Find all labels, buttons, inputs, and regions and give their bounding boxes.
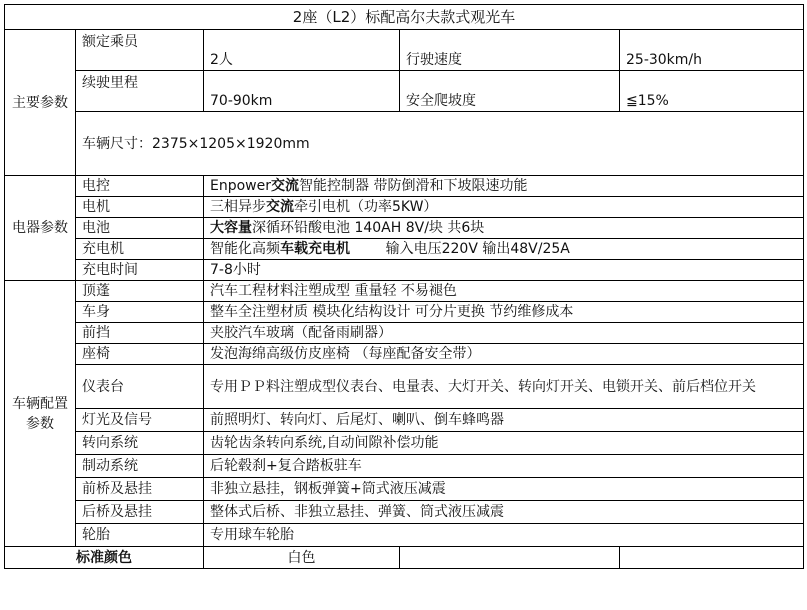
standard-color-label: 标准颜色 [5, 547, 204, 569]
row-value: 非独立悬挂，钢板弹簧+筒式液压减震 [204, 478, 804, 501]
range-value: 70-90km [204, 71, 400, 112]
row-value: 整体式后桥、非独立悬挂、弹簧、筒式液压减震 [204, 501, 804, 524]
row-label: 仪表台 [76, 365, 204, 409]
row-value: Enpower交流智能控制器 带防倒滑和下坡限速功能 [204, 176, 804, 197]
empty-cell [620, 547, 804, 569]
row-value: 智能化高频车载充电机 输入电压220V 输出48V/25A [204, 239, 804, 260]
row-value: 大容量深循环铅酸电池 140AH 8V/块 共6块 [204, 218, 804, 239]
row-value: 发泡海绵高级仿皮座椅 （每座配备安全带） [204, 344, 804, 365]
rated-passengers-value: 2人 [204, 30, 400, 71]
row-label: 顶蓬 [76, 281, 204, 302]
empty-cell [400, 547, 620, 569]
page-title: 2座（L2）标配高尔夫款式观光车 [5, 5, 804, 30]
table-row [5, 71, 804, 112]
table-row [5, 218, 804, 239]
row-label: 车身 [76, 302, 204, 323]
color-row [5, 547, 804, 569]
row-value: 前照明灯、转向灯、后尾灯、喇叭、倒车蜂鸣器 [204, 409, 804, 432]
table-row [5, 176, 804, 197]
table-row [5, 432, 804, 455]
category-config: 车辆配置参数 [5, 281, 76, 547]
row-label: 前挡 [76, 323, 204, 344]
row-label: 后桥及悬挂 [76, 501, 204, 524]
table-row [5, 501, 804, 524]
table-row [5, 344, 804, 365]
row-label: 充电机 [76, 239, 204, 260]
row-value: 7-8小时 [204, 260, 804, 281]
row-label: 制动系统 [76, 455, 204, 478]
table-row [5, 302, 804, 323]
row-label: 转向系统 [76, 432, 204, 455]
table-row [5, 197, 804, 218]
row-label: 前桥及悬挂 [76, 478, 204, 501]
table-row [5, 478, 804, 501]
row-label: 电机 [76, 197, 204, 218]
row-value: 专用ＰＰ料注塑成型仪表台、电量表、大灯开关、转向灯开关、电锁开关、前后档位开关 [204, 365, 804, 409]
row-value: 三相异步交流牵引电机（功率5KW） [204, 197, 804, 218]
table-row [5, 455, 804, 478]
table-row [5, 112, 804, 176]
climb-label: 安全爬坡度 [400, 71, 620, 112]
row-value: 汽车工程材料注塑成型 重量轻 不易褪色 [204, 281, 804, 302]
speed-label: 行驶速度 [400, 30, 620, 71]
row-label: 座椅 [76, 344, 204, 365]
category-main: 主要参数 [5, 30, 76, 176]
table-row [5, 281, 804, 302]
table-row [5, 30, 804, 71]
row-label: 充电时间 [76, 260, 204, 281]
spec-table [4, 4, 804, 569]
speed-value: 25-30km/h [620, 30, 804, 71]
row-label: 轮胎 [76, 524, 204, 547]
range-label: 续驶里程 [76, 71, 204, 112]
standard-color-value: 白色 [204, 547, 400, 569]
table-row [5, 239, 804, 260]
row-value: 夹胶汽车玻璃（配备雨刷器） [204, 323, 804, 344]
vehicle-size: 车辆尺寸：2375×1205×1920mm [76, 112, 804, 176]
row-label: 灯光及信号 [76, 409, 204, 432]
table-row [5, 365, 804, 409]
table-row [5, 323, 804, 344]
table-row [5, 260, 804, 281]
row-value: 齿轮齿条转向系统,自动间隙补偿功能 [204, 432, 804, 455]
table-row [5, 524, 804, 547]
row-value: 整车全注塑材质 模块化结构设计 可分片更换 节约维修成本 [204, 302, 804, 323]
row-label: 电控 [76, 176, 204, 197]
title-row [5, 5, 804, 30]
table-row [5, 409, 804, 432]
climb-value: ≦15% [620, 71, 804, 112]
rated-passengers-label: 额定乘员 [76, 30, 204, 71]
category-electrical: 电器参数 [5, 176, 76, 281]
row-value: 专用球车轮胎 [204, 524, 804, 547]
row-label: 电池 [76, 218, 204, 239]
row-value: 后轮毂刹+复合踏板驻车 [204, 455, 804, 478]
